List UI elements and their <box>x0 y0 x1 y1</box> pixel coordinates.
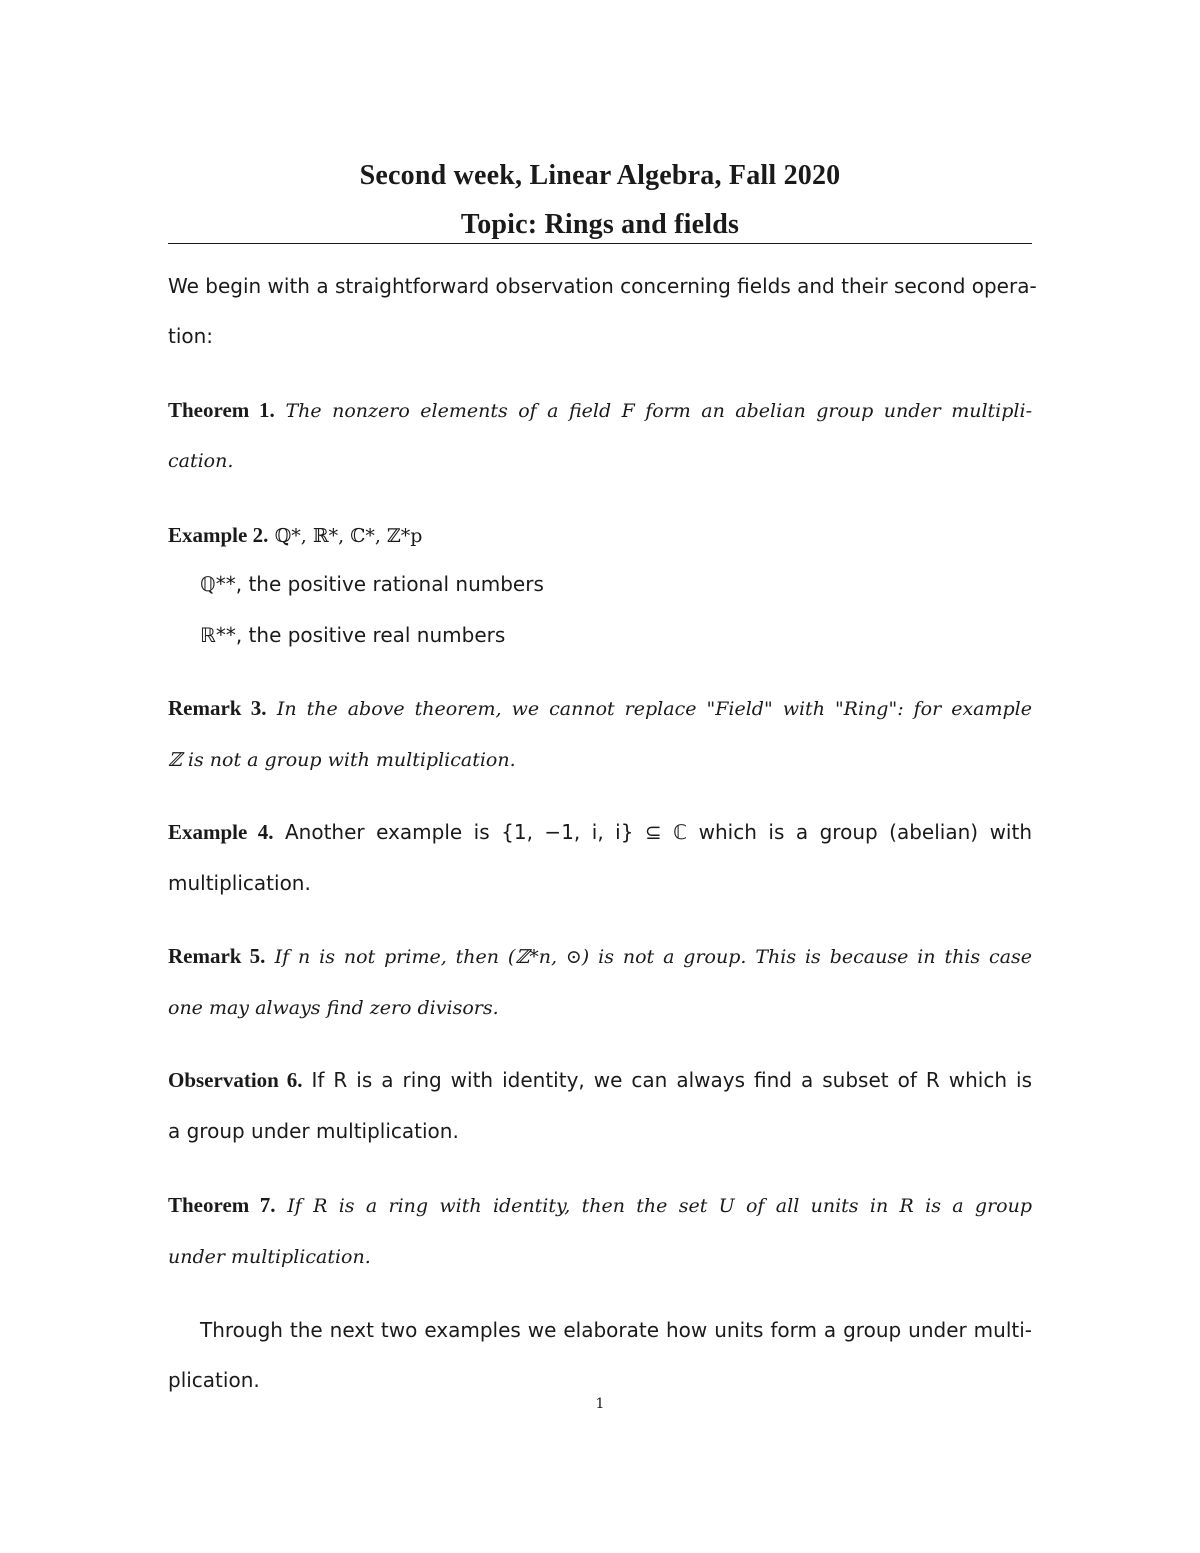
remark-5-text-cont: one may always find zero divisors. <box>168 997 499 1019</box>
title-rule <box>168 243 1032 244</box>
remark-3-label: Remark 3. <box>168 696 267 720</box>
theorem-1-label: Theorem 1. <box>168 398 275 422</box>
observation-6 <box>168 1066 1032 1094</box>
document-title: Second week, Linear Algebra, Fall 2020 <box>359 160 841 191</box>
remark-3-text-cont: ℤ is not a group with multiplication. <box>168 749 516 771</box>
document-topic: Topic: Rings and fields <box>460 209 740 240</box>
theorem-7-cont <box>168 1242 1032 1271</box>
example-2-sets: ℚ*, ℝ*, ℂ*, ℤ*p <box>274 525 423 547</box>
theorem-7-text: If R is a ring with identity, then the set U of all units in R is a group <box>287 1195 1033 1217</box>
observation-6-label: Observation 6. <box>168 1068 303 1092</box>
observation-6-text: If R is a ring with identity, we can always find a subset of R which is <box>311 1068 1032 1092</box>
example-2-label: Example 2. <box>168 523 269 547</box>
remark-3 <box>168 694 1032 723</box>
example-2-rationals: ℚ**, the positive rational numbers <box>200 572 544 596</box>
example-4-text: Another example is {1, −1, i, i} ⊆ ℂ which is a group (abelian) with <box>284 820 1032 844</box>
theorem-1-text-cont: cation. <box>168 450 234 472</box>
example-2-reals: ℝ**, the positive real numbers <box>200 623 506 647</box>
example-2 <box>168 521 1032 550</box>
intro-line-1: We begin with a straightforward observation concerning fields and their second opera- <box>168 274 1037 298</box>
observation-6-cont: a group under multiplication. <box>168 1119 459 1143</box>
remark-3-cont <box>168 745 1032 774</box>
closing-line-1: Through the next two examples we elaborate how units form a group under multi- <box>200 1318 1032 1342</box>
remark-5-label: Remark 5. <box>168 944 266 968</box>
theorem-1-cont <box>168 446 1032 475</box>
theorem-7-text-cont: under multiplication. <box>168 1246 371 1268</box>
example-4 <box>168 818 1032 846</box>
theorem-7-label: Theorem 7. <box>168 1193 276 1217</box>
theorem-1-text: The nonzero elements of a field F form an abelian group under multipli- <box>285 400 1032 422</box>
remark-5 <box>168 942 1032 971</box>
remark-5-text: If n is not prime, then (ℤ*n, ⊙) is not a group. This is because in this case <box>274 946 1033 968</box>
remark-5-cont <box>168 993 1032 1022</box>
intro-line-2: tion: <box>168 324 214 348</box>
theorem-1 <box>168 396 1032 425</box>
example-4-label: Example 4. <box>168 820 274 844</box>
example-4-cont: multiplication. <box>168 871 311 895</box>
closing-line-2: plication. <box>168 1368 260 1392</box>
remark-3-text: In the above theorem, we cannot replace "Field" with "Ring": for example <box>276 698 1032 720</box>
theorem-7 <box>168 1191 1032 1220</box>
page-number: 1 <box>595 1396 605 1412</box>
